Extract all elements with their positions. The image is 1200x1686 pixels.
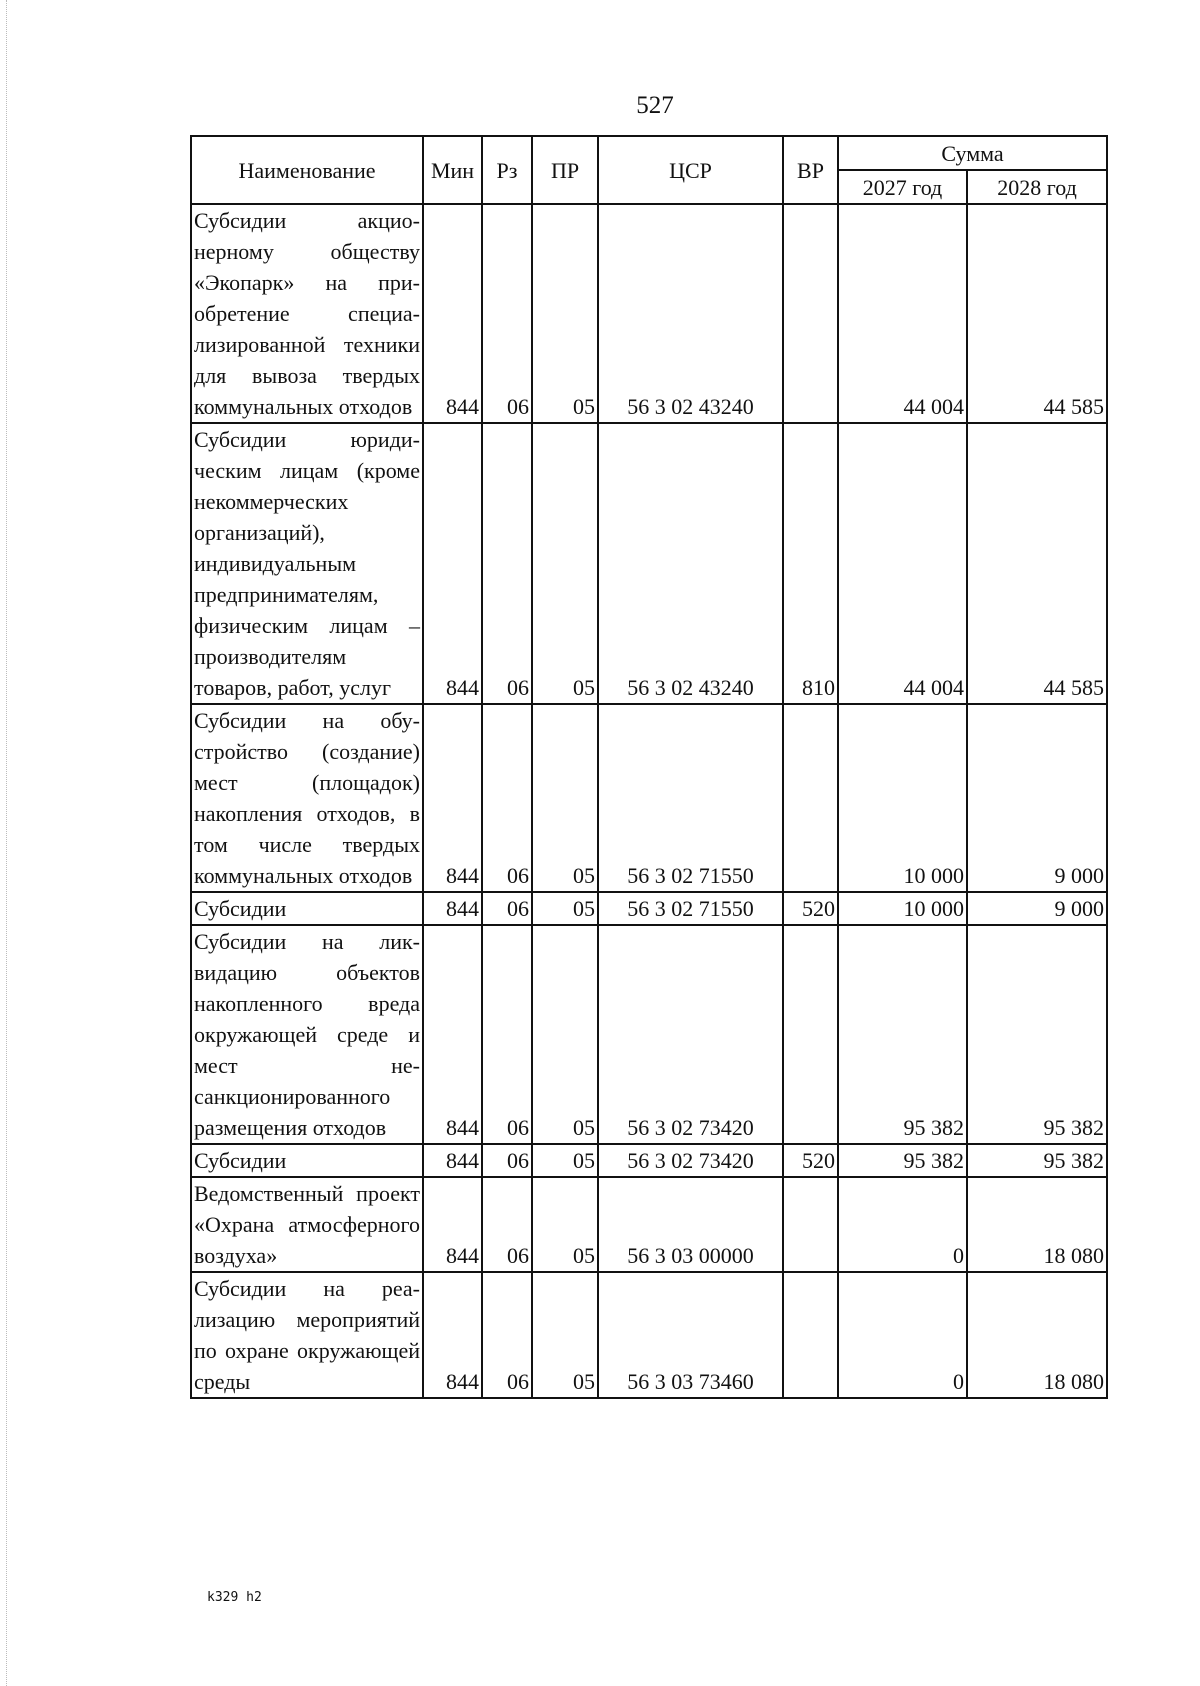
- row-sum-2027-cell: 0: [838, 1272, 967, 1398]
- table-row: [191, 892, 1107, 925]
- table-row: [191, 704, 1107, 892]
- header-min: Мин: [423, 136, 482, 204]
- row-sum-2027-cell: 10 000: [838, 892, 967, 925]
- row-sum-2028-cell: 9 000: [967, 704, 1107, 892]
- row-sum-2028-cell: 18 080: [967, 1272, 1107, 1398]
- row-vr-cell: [783, 204, 838, 423]
- row-pr-cell: 05: [532, 1177, 598, 1272]
- row-vr-cell: 810: [783, 423, 838, 704]
- row-sum-2028-cell: 95 382: [967, 1144, 1107, 1177]
- row-name-cell: Субсидии юридическим лицам (кроме некоммерческих организаций), индивидуальным предпринимателям, физическим лицам – производителям товаров, работ, услуг: [191, 423, 423, 704]
- row-rz-cell: 06: [482, 1272, 532, 1398]
- row-name-cell: Субсидии на обустройство (создание) мест (площадок) накопления отходов, в том числе твердых коммунальных отходов: [191, 704, 423, 892]
- table-body: [191, 204, 1107, 1398]
- row-csr-cell: 56 3 02 73420: [598, 1144, 783, 1177]
- row-vr-cell: [783, 704, 838, 892]
- row-sum-2027-cell: 0: [838, 1177, 967, 1272]
- row-csr-cell: 56 3 02 71550: [598, 704, 783, 892]
- footer-code: k329 h2: [207, 1590, 262, 1605]
- row-name-cell: Субсидии на ликвидацию объектов накопленного вреда окружающей среде и мест несанкционированного размещения отходов: [191, 925, 423, 1144]
- row-vr-cell: [783, 1272, 838, 1398]
- row-name-cell: Субсидии на реализацию мероприятий по охране окружающей среды: [191, 1272, 423, 1398]
- row-vr-cell: 520: [783, 1144, 838, 1177]
- row-pr-cell: 05: [532, 704, 598, 892]
- header-csr: ЦСР: [598, 136, 783, 204]
- header-rz: Рз: [482, 136, 532, 204]
- row-rz-cell: 06: [482, 1144, 532, 1177]
- row-rz-cell: 06: [482, 423, 532, 704]
- row-name-cell: Субсидии: [191, 892, 423, 925]
- header-vr: ВР: [783, 136, 838, 204]
- row-min-cell: 844: [423, 1144, 482, 1177]
- row-rz-cell: 06: [482, 704, 532, 892]
- row-rz-cell: 06: [482, 1177, 532, 1272]
- row-sum-2027-cell: 95 382: [838, 1144, 967, 1177]
- row-csr-cell: 56 3 02 71550: [598, 892, 783, 925]
- row-vr-cell: [783, 1177, 838, 1272]
- row-csr-cell: 56 3 02 73420: [598, 925, 783, 1144]
- row-sum-2027-cell: 10 000: [838, 704, 967, 892]
- row-min-cell: 844: [423, 1272, 482, 1398]
- row-vr-cell: [783, 925, 838, 1144]
- row-name-cell: Субсидии акционерному обществу «Экопарк» на приобретение специализированной техники для вывоза твердых коммунальных отходов: [191, 204, 423, 423]
- row-sum-2027-cell: 44 004: [838, 423, 967, 704]
- header-pr: ПР: [532, 136, 598, 204]
- header-name: Наименование: [191, 136, 423, 204]
- table-row: [191, 1177, 1107, 1272]
- table-row: [191, 925, 1107, 1144]
- row-csr-cell: 56 3 03 73460: [598, 1272, 783, 1398]
- budget-table: [190, 135, 1108, 1399]
- row-rz-cell: 06: [482, 892, 532, 925]
- row-min-cell: 844: [423, 925, 482, 1144]
- row-sum-2028-cell: 18 080: [967, 1177, 1107, 1272]
- row-sum-2028-cell: 9 000: [967, 892, 1107, 925]
- row-rz-cell: 06: [482, 204, 532, 423]
- row-sum-2027-cell: 95 382: [838, 925, 967, 1144]
- row-min-cell: 844: [423, 1177, 482, 1272]
- row-vr-cell: 520: [783, 892, 838, 925]
- page-number: 527: [636, 92, 674, 119]
- row-min-cell: 844: [423, 892, 482, 925]
- row-name-cell: Ведомственный проект «Охрана атмосферного воздуха»: [191, 1177, 423, 1272]
- row-pr-cell: 05: [532, 1272, 598, 1398]
- row-sum-2028-cell: 44 585: [967, 423, 1107, 704]
- table-row: [191, 1272, 1107, 1398]
- scan-margin-line: [6, 0, 8, 1686]
- row-pr-cell: 05: [532, 423, 598, 704]
- row-pr-cell: 05: [532, 925, 598, 1144]
- table-row: [191, 423, 1107, 704]
- header-year-2027: 2027 год: [838, 170, 967, 204]
- table-row: [191, 1144, 1107, 1177]
- row-name-cell: Субсидии: [191, 1144, 423, 1177]
- row-sum-2027-cell: 44 004: [838, 204, 967, 423]
- table-header: [191, 136, 1107, 204]
- row-pr-cell: 05: [532, 1144, 598, 1177]
- row-min-cell: 844: [423, 423, 482, 704]
- row-csr-cell: 56 3 02 43240: [598, 204, 783, 423]
- row-min-cell: 844: [423, 204, 482, 423]
- row-csr-cell: 56 3 03 00000: [598, 1177, 783, 1272]
- row-pr-cell: 05: [532, 204, 598, 423]
- row-csr-cell: 56 3 02 43240: [598, 423, 783, 704]
- row-sum-2028-cell: 95 382: [967, 925, 1107, 1144]
- row-rz-cell: 06: [482, 925, 532, 1144]
- header-sum: Сумма: [838, 136, 1107, 170]
- header-year-2028: 2028 год: [967, 170, 1107, 204]
- table-row: [191, 204, 1107, 423]
- row-sum-2028-cell: 44 585: [967, 204, 1107, 423]
- row-min-cell: 844: [423, 704, 482, 892]
- row-pr-cell: 05: [532, 892, 598, 925]
